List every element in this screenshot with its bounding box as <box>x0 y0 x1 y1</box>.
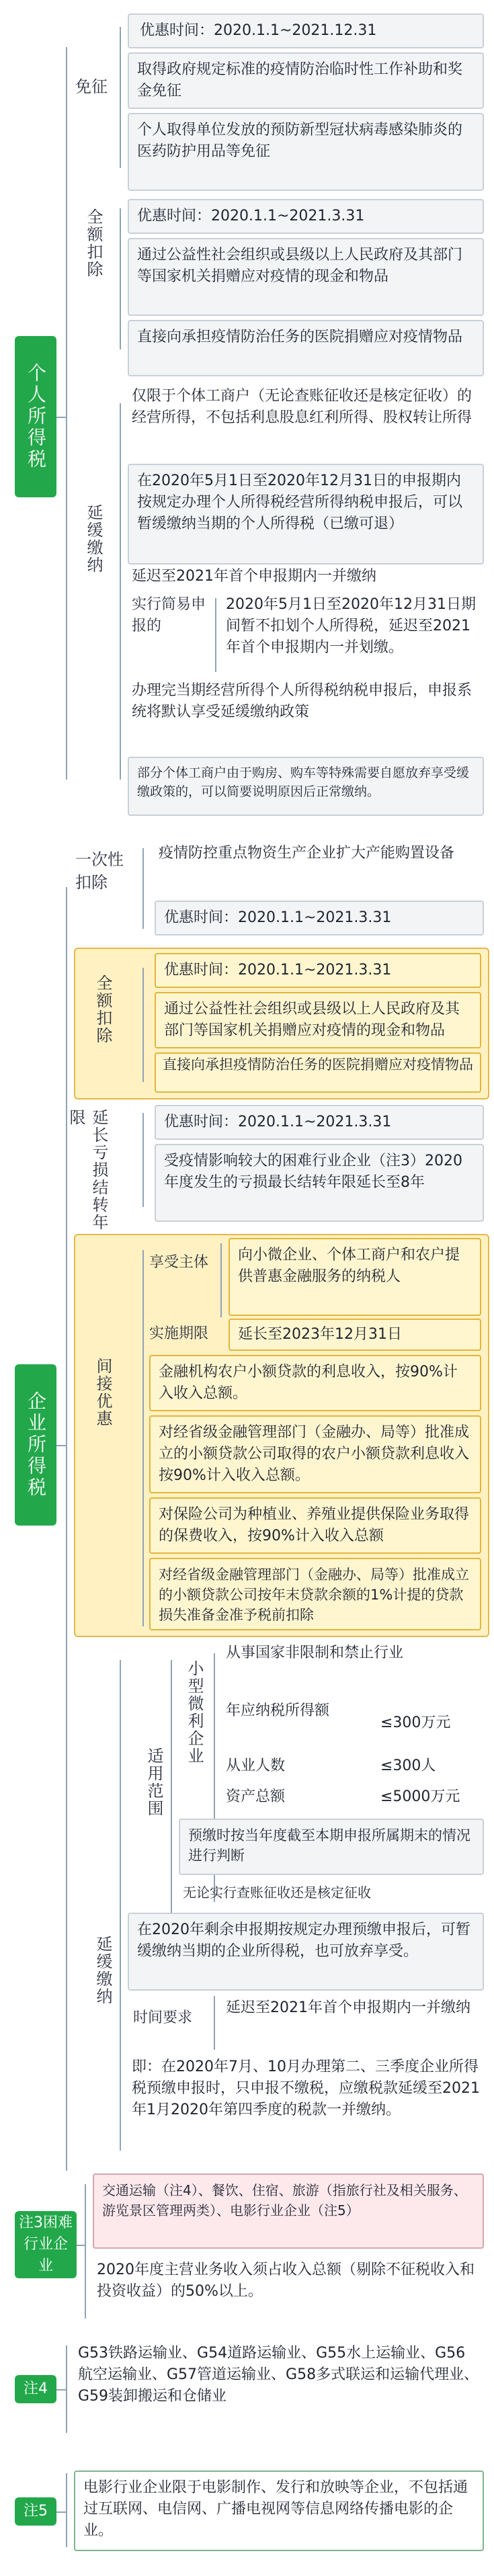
note4-item-1: G53铁路运输业、G54道路运输业、G55水上运输业、G56航空运输业、G57管道运输业、G58多式联运和运输代理业、G59装卸搬运和仓储业 <box>78 2345 479 2405</box>
label-loss-carryforward: 延长亏损结转年限 <box>67 1109 108 1231</box>
deduction-item-1: 通过公益性社会组织或县级以上人民政府及其部门等国家机关捐赠应对疫情的现金和物品 <box>128 238 484 316</box>
small-micro-item-3-label: 从业人数 <box>226 1757 286 1774</box>
connector <box>56 2511 66 2513</box>
connector <box>120 208 121 349</box>
connector <box>120 403 121 780</box>
small-micro-item-4-label: 资产总额 <box>226 1788 286 1805</box>
label-deferred-corp: 延缓缴纳 <box>93 1936 112 2005</box>
note3-item-2: 2020年度主营业务收入须占收入总额（剔除不征税收入和投资收益）的50%以上。 <box>97 2261 475 2300</box>
small-micro-item-2-value: ≤300万元 <box>380 1714 451 1731</box>
small-micro-item-5: 预缴时按当年度截至本期申报所属期末的情况进行判断 <box>179 1819 484 1875</box>
indirect-item-2: 对经省级金融管理部门（金融办、局等）批准成立的小额贷款公司取得的农户小额贷款利息收入按90%计入收入总额。 <box>149 1415 481 1493</box>
connector <box>171 1660 172 1956</box>
label-full-deduction: 全额扣除 <box>84 208 103 278</box>
small-micro-item-6: 无论实行查账征收还是核定征收 <box>183 1884 371 1901</box>
beneficiary-text: 向小微企业、个体工商户和农户提供普惠金融服务的纳税人 <box>229 1238 481 1316</box>
label-exempt: 免征 <box>75 77 108 96</box>
label-indirect-benefit: 间接优惠 <box>93 1358 112 1427</box>
exempt-item-2: 个人取得单位发放的预防新型冠状病毒感染肺炎的医药防护用品等免征 <box>128 113 484 191</box>
deduction-item-2: 直接向承担疫情防治任务的医院捐赠应对疫情物品 <box>128 320 484 376</box>
note5-item-1: 电影行业企业限于电影制作、发行和放映等企业，不包括通过互联网、电信网、广播电视网等信息网络传播电影的企业。 <box>74 2470 484 2551</box>
label-scope: 适用范围 <box>145 1747 163 1817</box>
root-note-4: 注4 <box>15 2375 56 2403</box>
indirect-item-1: 金融机构农户小额贷款的利息收入，按90%计入收入总额。 <box>149 1355 481 1411</box>
label-period: 实施期限 <box>149 1325 209 1342</box>
small-micro-item-3-value: ≤300人 <box>380 1757 436 1774</box>
connector <box>85 2184 86 2319</box>
connector <box>142 1113 144 1207</box>
root-note-3: 注3困难行业企业 <box>15 2211 77 2278</box>
root-corporate-income-tax: 企业所得税 <box>15 1364 56 1526</box>
connector <box>66 2473 67 2547</box>
connector <box>56 2389 66 2391</box>
connector <box>56 1445 66 1446</box>
deferred-item-2: 在2020年5月1日至2020年12月31日的申报期内按规定办理个人所得税经营所得纳税申报后，可以暂缓缴纳当期的个人所得税（已缴可退） <box>128 464 484 565</box>
connector <box>66 887 67 2171</box>
note3-item-1: 交通运输（注4）、餐饮、住宿、旅游（指旅行社及相关服务、游览景区管理两类）、电影行业企业（注5） <box>93 2173 484 2249</box>
root-personal-income-tax: 个人所得税 <box>15 336 56 497</box>
connector <box>66 2345 67 2433</box>
small-micro-item-1: 从事国家非限制和禁止行业 <box>226 1645 404 1661</box>
label-full-deduction-corp: 全额扣除 <box>93 974 112 1044</box>
deduction-time: 优惠时间：2020.1.1~2021.3.31 <box>128 199 484 234</box>
connector <box>56 417 66 418</box>
deferred-item-4: 办理完当期经营所得个人所得税纳税申报后，申报系统将默认享受延缓缴纳政策 <box>132 682 472 720</box>
small-micro-item-4-value: ≤5000万元 <box>380 1788 460 1805</box>
deferred-item-5: 部分个体工商户由于购房、购车等特殊需要自愿放弃享受缓缴政策的，可以简要说明原因后正常缴纳。 <box>128 757 484 816</box>
deferred-corp-item-2: 即：在2020年7月、10月办理第二、三季度企业所得税预缴申报时，只申报不缴税，应缴税款延缓至2021年1月2020年第四季度的税款一并缴纳。 <box>132 2059 480 2118</box>
connector <box>66 47 67 780</box>
root-note-5: 注5 <box>15 2497 56 2526</box>
time-requirement-text: 延迟至2021年首个申报期内一并缴纳 <box>226 1999 470 2016</box>
label-deferred-payment: 延缓缴纳 <box>84 504 103 574</box>
label-simplified-filing: 实行简易申报的 <box>132 596 206 634</box>
exempt-item-1: 取得政府规定标准的疫情防治临时性工作补助和奖金免征 <box>128 52 484 109</box>
label-one-time-deduction: 一次性扣除 <box>75 850 124 892</box>
label-beneficiary: 享受主体 <box>149 1254 209 1271</box>
deferred-item-1: 仅限于个体工商户（无论查账征收还是核定征收）的经营所得，不包括利息股息红利所得、股权转让所得 <box>132 388 472 426</box>
simplified-filing-text: 2020年5月1日至2020年12月31日期间暂不扣划个人所得税，延迟至2021年首个申报期内一并划缴。 <box>226 596 476 656</box>
exempt-time: 优惠时间：2020.1.1~2021.12.31 <box>128 13 484 48</box>
label-small-micro: 小型微利企业 <box>185 1660 204 1765</box>
connector <box>142 968 144 1082</box>
connector <box>120 27 121 168</box>
connector <box>120 1660 121 2151</box>
loss-carryforward-time: 优惠时间：2020.1.1~2021.3.31 <box>155 1105 484 1140</box>
small-micro-item-2-label: 年应纳税所得额 <box>226 1702 330 1719</box>
period-text: 延长至2023年12月31日 <box>229 1319 481 1351</box>
connector <box>142 1250 144 1626</box>
one-time-time: 优惠时间：2020.1.1~2021.3.31 <box>155 901 484 936</box>
indirect-item-4: 对经省级金融管理部门（金融办、局等）批准成立的小额贷款公司按年末贷款余额的1%计提的贷款损失准备金准予税前扣除 <box>149 1558 481 1630</box>
indirect-item-3: 对保险公司为种植业、养殖业提供保险业务取得的保费收入，按90%计入收入总额 <box>149 1497 481 1554</box>
connector <box>142 848 144 929</box>
connector <box>215 598 216 672</box>
label-time-requirement: 时间要求 <box>133 2009 193 2026</box>
connector <box>220 1243 222 1317</box>
loss-carryforward-item: 受疫情影响较大的困难行业企业（注3）2020年度发生的亏损最长结转年限延长至8年 <box>155 1144 484 1222</box>
deferred-item-3: 延迟至2021年首个申报期内一并缴纳 <box>132 568 376 585</box>
corp-deduction-item-2: 直接向承担疫情防治任务的医院捐赠应对疫情物品 <box>155 1052 481 1093</box>
deferred-corp-item-1: 在2020年剩余申报期按规定办理预缴申报后，可暂缓缴纳当期的企业所得税，也可放弃享受。 <box>128 1913 484 1991</box>
connector <box>214 1996 215 2050</box>
connector <box>77 2245 85 2246</box>
corp-deduction-time: 优惠时间：2020.1.1~2021.3.31 <box>155 953 481 988</box>
corp-deduction-item-1: 通过公益性社会组织或县级以上人民政府及其部门等国家机关捐赠应对疫情的现金和物品 <box>155 992 481 1048</box>
one-time-item-1: 疫情防控重点物资生产企业扩大产能购置设备 <box>159 845 455 862</box>
